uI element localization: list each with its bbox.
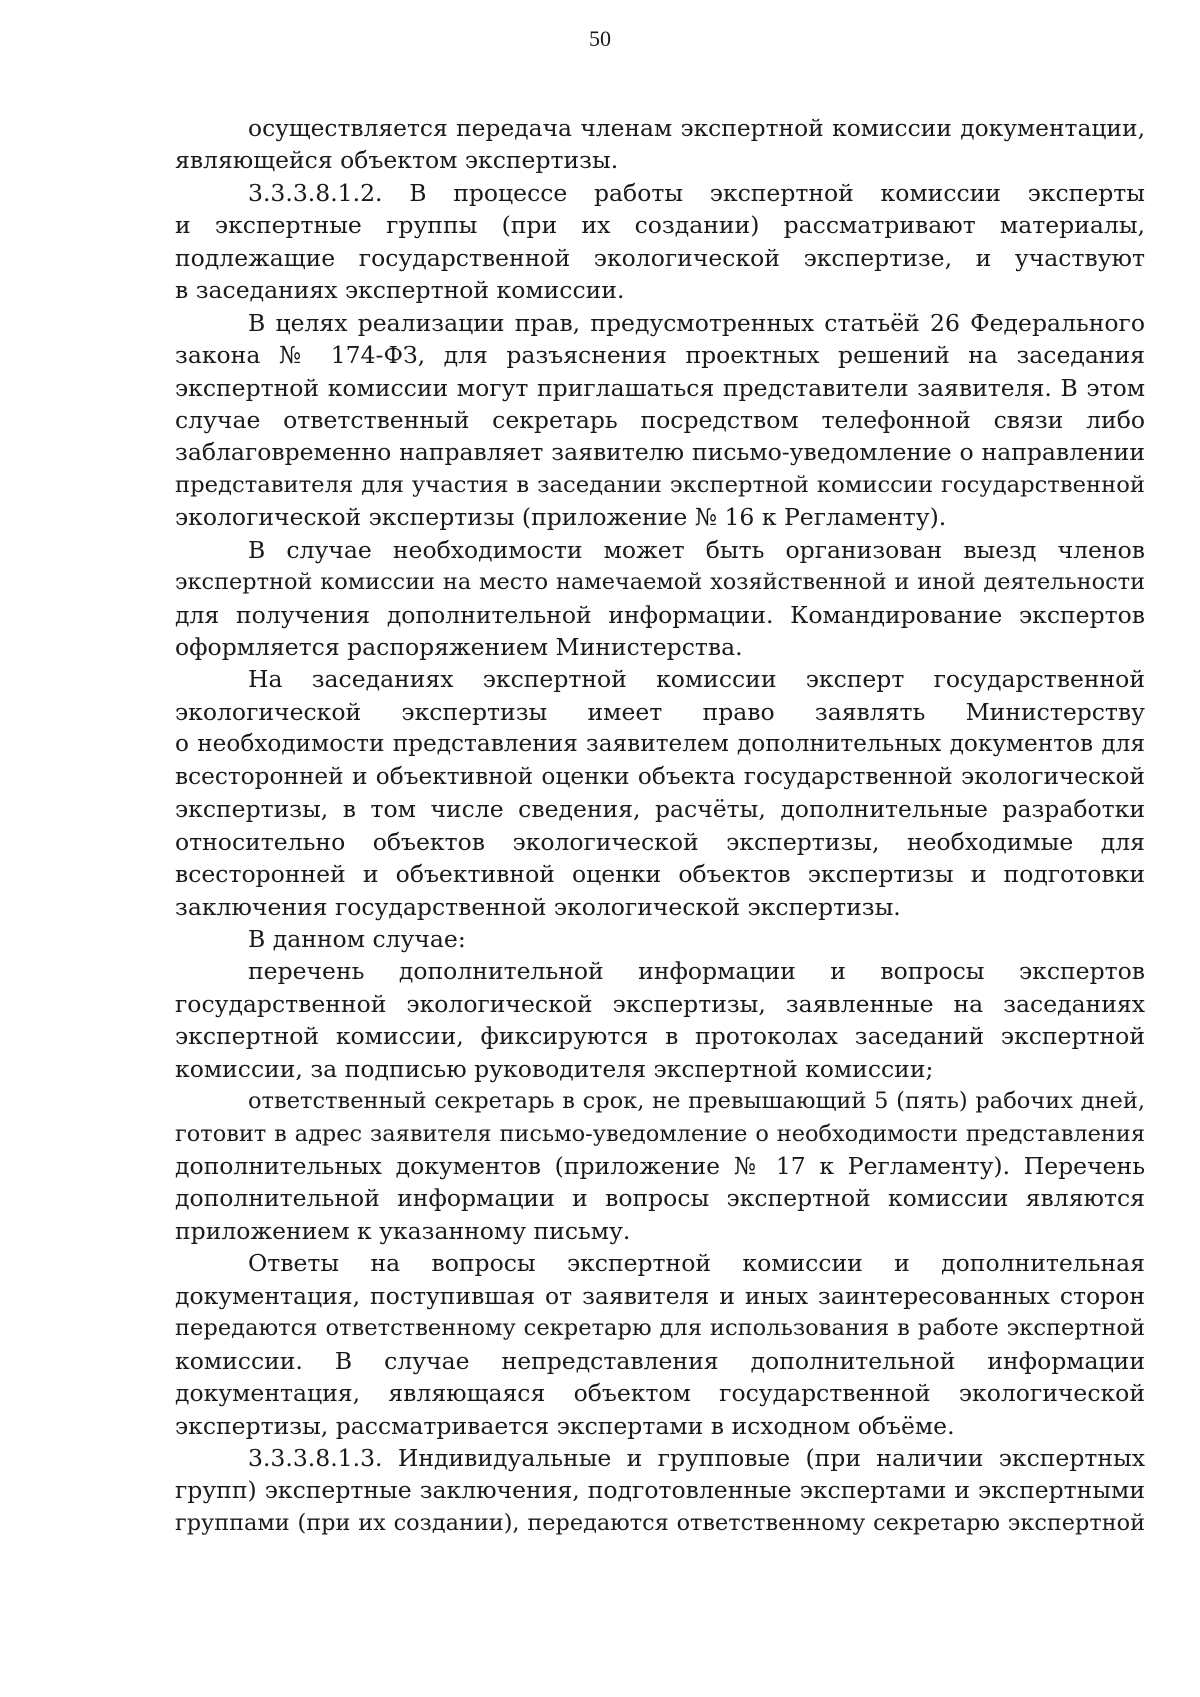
text-line: всесторонней и объективной оценки объектов экспертизы и подготовки [175, 860, 1145, 889]
text-line: экологической экспертизы имеет право заявлять Министерству [175, 697, 1145, 726]
text-line: перечень дополнительной информации и вопросы экспертов [248, 957, 1145, 986]
text-line: подлежащие государственной экологической экспертизе, и участвуют [175, 243, 1145, 272]
text-line: В случае необходимости может быть организован выезд членов [248, 535, 1145, 564]
text-line: групп) экспертные заключения, подготовленные экспертами и экспертными [175, 1476, 1145, 1505]
text-line: передаются ответственному секретарю для использования в работе экспертной [175, 1315, 1145, 1342]
document-body [175, 112, 1145, 1539]
text-line: документация, поступившая от заявителя и иных заинтересованных сторон [175, 1281, 1145, 1310]
text-line: 3.3.3.8.1.3. Индивидуальные и групповые (при наличии экспертных [248, 1443, 1145, 1472]
text-line: закона № 174-ФЗ, для разъяснения проектных решений на заседания [175, 341, 1145, 370]
text-line: комиссии, за подписью руководителя экспертной комиссии; [175, 1054, 934, 1083]
text-line: экспертизы, рассматривается экспертами в исходном объёме. [175, 1411, 955, 1440]
text-line: осуществляется передача членам экспертной комиссии документации, [248, 114, 1145, 142]
text-line: ответственный секретарь в срок, не превышающий 5 (пять) рабочих дней, [248, 1088, 1145, 1115]
text-line: комиссии. В случае непредставления дополнительной информации [175, 1346, 1145, 1375]
text-line: заключения государственной экологической экспертизы. [175, 892, 901, 921]
text-line: Ответы на вопросы экспертной комиссии и дополнительная [248, 1249, 1145, 1278]
text-line: экспертной комиссии, фиксируются в протоколах заседаний экспертной [175, 1022, 1145, 1051]
text-line: и экспертные группы (при их создании) рассматривают материалы, [175, 211, 1145, 240]
text-line: государственной экологической экспертизы, заявленные на заседаниях [175, 989, 1145, 1018]
text-line: группами (при их создании), передаются ответственному секретарю экспертной [175, 1509, 1145, 1536]
text-line: В данном случае: [248, 924, 466, 953]
text-line: 3.3.3.8.1.2. В процессе работы экспертной комиссии эксперты [248, 178, 1145, 207]
text-line: оформляется распоряжением Министерства. [175, 633, 743, 661]
text-line: о необходимости представления заявителем дополнительных документов для [175, 730, 1145, 758]
text-line: готовит в адрес заявителя письмо-уведомление о необходимости представления [175, 1120, 1145, 1147]
text-line: В целях реализации прав, предусмотренных статьёй 26 Федерального [248, 308, 1145, 337]
text-line: заблаговременно направляет заявителю письмо-уведомление о направлении [175, 438, 1145, 467]
text-line: экспертизы, в том числе сведения, расчёты, дополнительные разработки [175, 795, 1145, 824]
text-line: представителя для участия в заседании экспертной комиссии государственной [175, 471, 1145, 498]
text-line: дополнительных документов (приложение № 17 к Регламенту). Перечень [175, 1152, 1145, 1180]
text-line: в заседаниях экспертной комиссии. [175, 276, 625, 305]
text-line: случае ответственный секретарь посредством телефонной связи либо [175, 405, 1145, 434]
page-number: 50 [589, 26, 611, 51]
text-line: всесторонней и объективной оценки объекта государственной экологической [175, 762, 1145, 790]
text-line: документация, являющаяся объектом государственной экологической [175, 1379, 1145, 1408]
text-line: являющейся объектом экспертизы. [175, 146, 619, 175]
text-line: экологической экспертизы (приложение № 16 к Регламенту). [175, 503, 947, 532]
text-line: На заседаниях экспертной комиссии эксперт государственной [248, 665, 1145, 694]
text-line: дополнительной информации и вопросы экспертной комиссии являются [175, 1184, 1145, 1213]
text-line: для получения дополнительной информации. Командирование экспертов [175, 600, 1145, 629]
text-line: экспертной комиссии на место намечаемой хозяйственной и иной деятельности [175, 569, 1145, 596]
text-line: относительно объектов экологической экспертизы, необходимые для [175, 827, 1145, 856]
text-line: экспертной комиссии могут приглашаться представители заявителя. В этом [175, 373, 1145, 402]
text-line: приложением к указанному письму. [175, 1216, 631, 1245]
